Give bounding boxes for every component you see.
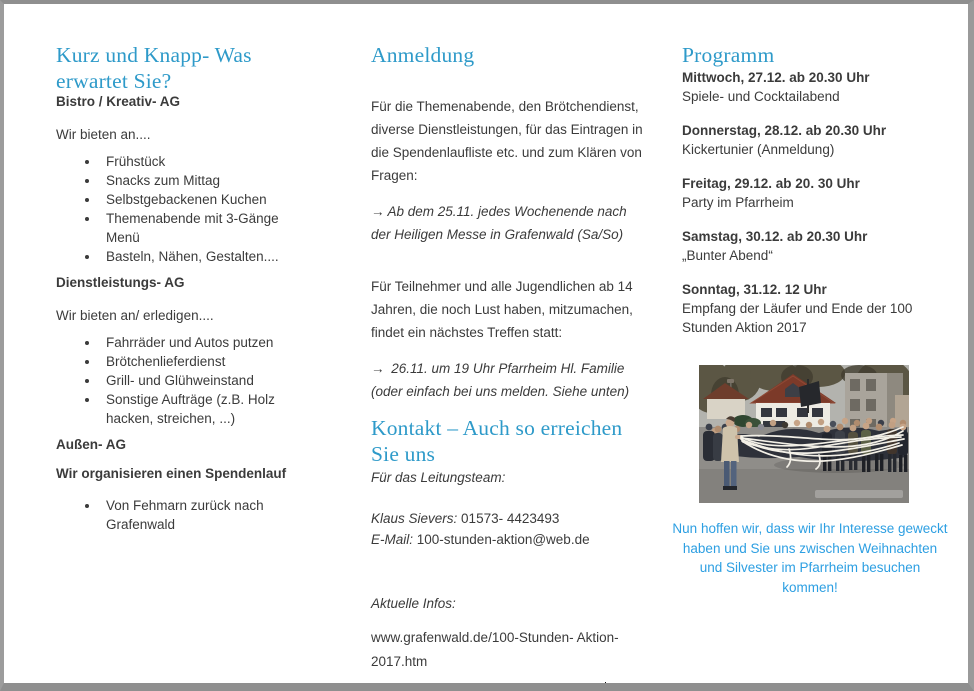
program-event — [682, 174, 940, 212]
list-item: • Sonstige Aufträge (z.B. Holz hacken, streichen, ...) — [100, 390, 310, 428]
facebook-url-text: www.facebook.com/JugendGrafenwald — [371, 682, 605, 691]
middle-column — [371, 42, 647, 691]
program-event — [682, 68, 940, 106]
email-label: E-Mail: — [371, 532, 414, 547]
website-url-line1: www.grafenwald.de/100-Stunden- Aktion- — [371, 630, 619, 645]
section-intro: Wir bieten an/ erledigen.... — [56, 308, 214, 323]
program-event — [682, 121, 940, 159]
section-dienstleistungs — [56, 275, 310, 428]
event-when: Freitag, 29.12. ab 20. 30 Uhr — [682, 176, 860, 191]
team-label: Für das Leitungsteam: — [371, 470, 506, 485]
anmeldung-note — [371, 200, 647, 246]
bullet-list — [56, 152, 310, 266]
photo-watermark — [815, 490, 903, 498]
bullet-list — [56, 333, 310, 428]
list-item: • Basteln, Nähen, Gestalten.... — [100, 247, 310, 266]
bullet-list — [56, 496, 310, 534]
section-intro: Wir bieten an.... — [56, 127, 151, 142]
arrow-icon: → — [371, 361, 385, 376]
section-title: Außen- AG — [56, 437, 126, 452]
note-text: Ab dem 25.11. jedes Wochenende nach der Heiligen Messe in Grafenwald (Sa/So) — [371, 204, 627, 242]
right-column — [672, 42, 948, 611]
section-title: Bistro / Kreativ- AG — [56, 94, 181, 109]
website-url-line2: 2017.htm — [371, 654, 428, 669]
event-when: Sonntag, 31.12. 12 Uhr — [682, 282, 827, 297]
heading-programm: Programm — [682, 43, 775, 67]
list-item: • Grill- und Glühweinstand — [100, 371, 310, 390]
event-photo-graphic — [699, 365, 909, 503]
anmeldung-paragraph: Für die Themenabende, den Brötchendienst, diverse Dienstleistungen, für das Eintragen in die Spendenlaufliste etc. und zum Klären von Fragen: — [371, 99, 643, 183]
list-item: • Snacks zum Mittag — [100, 171, 310, 190]
heading-kurz-und-knapp: Kurz und Knapp- Was erwartet Sie? — [56, 43, 252, 93]
list-item: • Fahrräder und Autos putzen — [100, 333, 310, 352]
list-item: • Frühstück — [100, 152, 310, 171]
list-item: • Selbstgebackenen Kuchen — [100, 190, 310, 209]
note-text: 26.11. um 19 Uhr Pfarrheim Hl. Familie (oder einfach bei uns melden. Siehe unten) — [371, 361, 630, 399]
event-when: Donnerstag, 28.12. ab 20.30 Uhr — [682, 123, 887, 138]
event-when: Mittwoch, 27.12. ab 20.30 Uhr — [682, 70, 870, 85]
treffen-note — [371, 357, 647, 403]
event-what: Empfang der Läufer und Ende der 100 Stunden Aktion 2017 — [682, 301, 913, 335]
list-item: • Themenabende mit 3-Gänge Menü — [100, 209, 310, 247]
section-bistro-kreativ — [56, 94, 310, 266]
event-what: Kickertunier (Anmeldung) — [682, 142, 835, 157]
section-aussen — [56, 437, 310, 534]
event-what: „Bunter Abend“ — [682, 248, 773, 263]
event-what: Spiele- und Cocktailabend — [682, 89, 840, 104]
phone-name: Klaus Sievers: — [371, 511, 458, 526]
treffen-paragraph: Für Teilnehmer und alle Jugendlichen ab 14 Jahren, die noch Lust haben, mitzumachen, findet ein nächstes Treffen statt: — [371, 279, 633, 340]
program-event — [682, 280, 940, 337]
phone-line — [371, 508, 647, 529]
event-what: Party im Pfarrheim — [682, 195, 794, 210]
left-column — [56, 42, 310, 543]
event-when: Samstag, 30.12. ab 20.30 Uhr — [682, 229, 868, 244]
section-title: Dienstleistungs- AG — [56, 275, 185, 290]
list-item: • Von Fehmarn zurück nach Grafenwald — [100, 496, 310, 534]
list-item: • Brötchenlieferdienst — [100, 352, 310, 371]
website-url — [371, 626, 647, 674]
infos-label: Aktuelle Infos: — [371, 596, 456, 611]
phone-number: 01573- 4423493 — [457, 511, 560, 526]
heading-kontakt: Kontakt – Auch so erreichen Sie uns — [371, 416, 623, 466]
program-event — [682, 227, 940, 265]
closing-invitation: Nun hoffen wir, dass wir Ihr Interesse geweckt haben und Sie uns zwischen Weihnachten und Silvester im Pfarrheim besuchen kommen! — [672, 521, 948, 595]
email-line — [371, 529, 647, 550]
facebook-url — [371, 679, 647, 691]
event-photo — [699, 365, 909, 503]
arrow-icon: → — [371, 204, 385, 219]
section-intro: Wir organisieren einen Spendenlauf — [56, 466, 287, 481]
text-caret[interactable] — [605, 682, 606, 691]
email-value: 100-stunden-aktion@web.de — [413, 532, 590, 547]
heading-anmeldung: Anmeldung — [371, 43, 475, 67]
